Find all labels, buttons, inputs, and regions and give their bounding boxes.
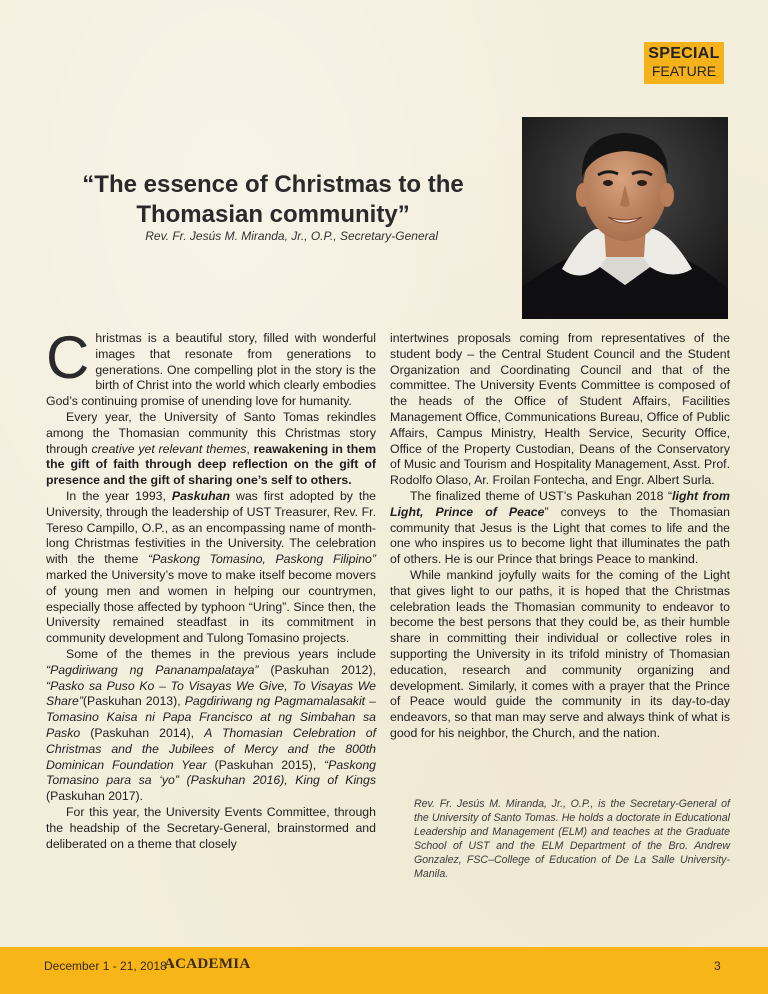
paragraph bbox=[46, 805, 376, 852]
author-bio: Rev. Fr. Jesús M. Miranda, Jr., O.P., is the Secretary-General of the University of Santo Tomas. He holds a doctorate in Educational Leadership and Management (ELM) and teaches at the Graduate School of UST and the ELM Department of the Bro. Andrew Gonzalez, FSC–College of Education of De La Salle University-Manila. bbox=[414, 798, 730, 880]
text-run: , bbox=[246, 441, 254, 456]
issue-date: December 1 - 21, 2018 • bbox=[44, 959, 175, 973]
special-feature-badge bbox=[644, 42, 724, 84]
paragraph bbox=[46, 647, 376, 805]
drop-cap: C bbox=[46, 324, 90, 391]
text-run: was first adopted by the University, through the leadership of UST Treasurer, Rev. Fr. Tereso Campillo, O.P., as an encompassing name of month-long Christmas festivities in the University. The celebration with the theme bbox=[46, 488, 376, 567]
bold-italic-run: Paskuhan bbox=[171, 488, 230, 503]
left-column bbox=[46, 324, 377, 852]
paragraph bbox=[390, 331, 730, 489]
author-photo bbox=[522, 117, 728, 319]
paragraph-text: For this year, the University Events Committee, through the headship of the Secretary-General, brainstormed and deliberated on a theme that closely bbox=[46, 804, 376, 851]
text-run: ” conveys to the Thomasian community that Jesus is the Light that comes to life and the one who inspires us to become light that illuminates the path of others. He is our Prince that brings Peace to mankind. bbox=[390, 504, 730, 567]
text-run: (Paskuhan 2015), bbox=[206, 757, 325, 772]
article-byline: Rev. Fr. Jesús M. Miranda, Jr., O.P., Secretary-General bbox=[145, 229, 438, 243]
italic-run: A Thomasian Celebration of Christmas and the Jubilees of Mercy and the 800th Dominican Foundation Year bbox=[46, 725, 376, 772]
italic-run: “Paskong Tomasino, Paskong Filipino” bbox=[148, 552, 376, 567]
italic-run: “Pagdiriwang ng Pananampalataya” bbox=[46, 662, 259, 677]
italic-run: Pagdiriwang ng Pagmamalasakit – Tomasino Kaisa ni Papa Francisco at ng Simbahan sa Pasko bbox=[46, 694, 377, 740]
bold-run: reawakening in them the gift of faith through deep reflection on the gift of presence and the gift of sharing one’s self to others. bbox=[46, 441, 377, 488]
text-run: marked the University’s move to make itself become movers of young men and women in helping our countrymen, especially those affected by typhoon “Uring”. Since then, the University remained steadfast in its commitment in community development and Tulong Tomasino projects. bbox=[46, 567, 376, 646]
text-run: In the year 1993, bbox=[66, 488, 172, 503]
text-run: (Paskuhan 2013), bbox=[82, 694, 185, 709]
text-run: Some of the themes in the previous years include bbox=[66, 646, 376, 661]
page-footer bbox=[0, 947, 768, 994]
paragraph bbox=[390, 568, 730, 742]
paragraph-text: While mankind joyfully waits for the coming of the Light that gives light to our paths, it is hoped that the Christmas celebration leads the Thomasian community to endeavor to become the best persons that they could be, as their humble share in committing their individual or collective roles in supporting the University in its trifold ministry of Thomasian education, research and community organizing and development. Similarly, it comes with a prayer that the Prince of Peace would guide the community in its day-to-day endeavors, so that man may serve and always think of what is good for his neighbor, the Church, and the nation. bbox=[390, 567, 730, 740]
right-column bbox=[390, 331, 730, 742]
italic-run: “Pasko sa Puso Ko – To Visayas We Give, To Visayas We Share” bbox=[46, 678, 376, 709]
text-run: (Paskuhan 2017). bbox=[46, 789, 144, 804]
badge-line2: FEATURE bbox=[651, 63, 717, 79]
paragraph bbox=[390, 489, 730, 568]
text-run: (Paskuhan 2012), bbox=[258, 662, 376, 677]
paragraph bbox=[46, 489, 376, 647]
page-number: 3 bbox=[714, 959, 721, 973]
text-run: Every year, the University of Santo Tomas rekindles among the Thomasian community this Christmas story through bbox=[46, 409, 376, 456]
italic-run: “Paskong Tomasino para sa ‘yo” (Paskuhan 2016), King of Kings bbox=[46, 757, 376, 788]
paragraph bbox=[46, 410, 376, 489]
paragraph-text: intertwines proposals coming from representatives of the student body – the Central Student Council and the Student Organization and Coordinating Council and that of the committee. The University Events Committee is composed of the heads of the Office of Student Affairs, Facilities Management Office, Communications Bureau, Office of Public Affairs, Campus Ministry, Health Service, Security Office, Office of the Property Custodian, Deans of the Conservatory of Music and Tourism and Hospitality Management, Asst. Prof. Rodolfo Olaso, Ar. Froilan Fontecha, and Engr. Albert Surla. bbox=[390, 331, 730, 488]
academia-logo: ACADEMIA bbox=[164, 956, 251, 972]
bold-italic-run: light from Light, Prince of Peace bbox=[390, 488, 730, 519]
badge-line1: SPECIAL bbox=[648, 45, 720, 62]
paragraph-text: hristmas is a beautiful story, filled with wonderful images that resonate from generations to generations. One compelling plot in the story is the birth of Christ into the world which clearly embodies God’s continuing promise of unending love for humanity. bbox=[46, 331, 376, 409]
portrait-illustration bbox=[522, 117, 728, 319]
italic-run: creative yet relevant themes bbox=[91, 441, 247, 456]
paragraph bbox=[46, 324, 376, 410]
text-run: The finalized theme of UST’s Paskuhan 2018 “ bbox=[410, 488, 673, 503]
text-run: (Paskuhan 2014), bbox=[80, 725, 205, 740]
article-title: “The essence of Christmas to the Thomasian community” bbox=[82, 171, 464, 228]
